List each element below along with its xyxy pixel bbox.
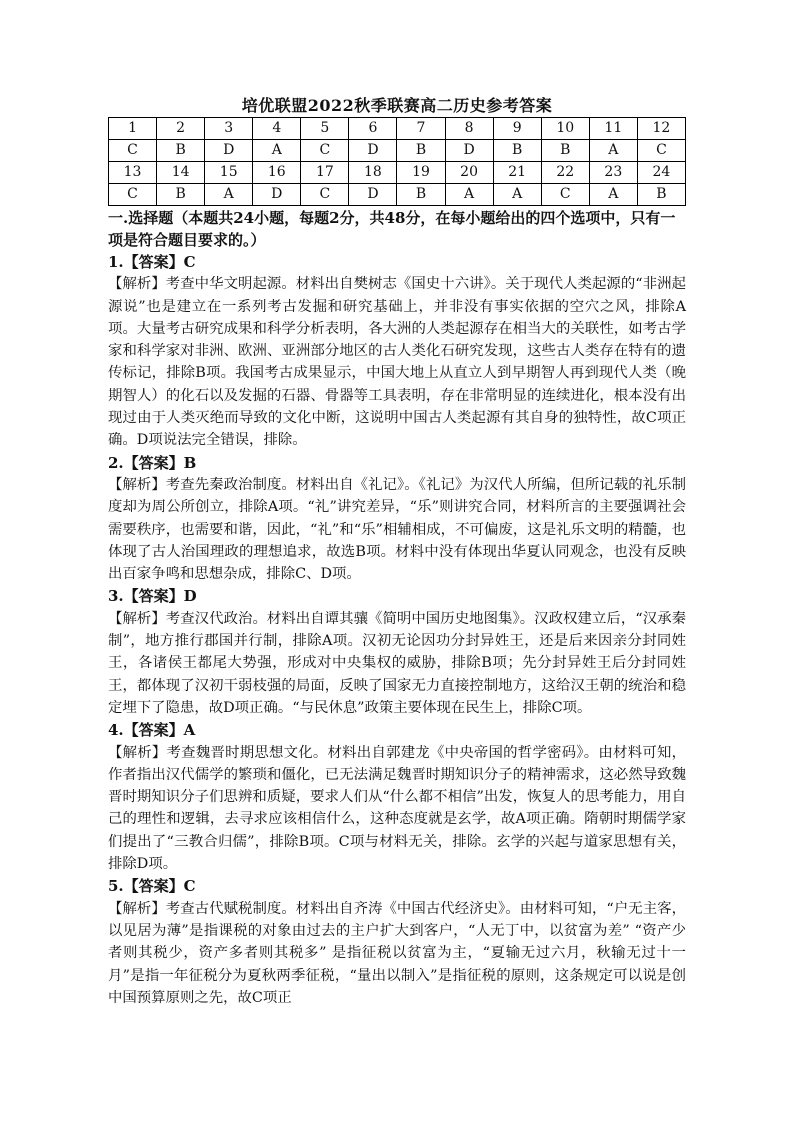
- question-number-cell: 22: [541, 162, 589, 184]
- question-number-cell: 4: [253, 118, 301, 140]
- answer-letter-cell: D: [445, 140, 493, 162]
- answer-letter-cell: D: [253, 184, 301, 206]
- question-number-cell: 1: [109, 118, 157, 140]
- question-number-cell: 24: [637, 162, 685, 184]
- answer-letter-cell: B: [493, 140, 541, 162]
- question-number-row: [109, 118, 686, 140]
- answer-letter-cell: C: [109, 140, 157, 162]
- question-number-cell: 16: [253, 162, 301, 184]
- answer-letter-row: [109, 140, 686, 162]
- question-number-cell: 11: [589, 118, 637, 140]
- question-number-row: [109, 162, 686, 184]
- question-number-cell: 9: [493, 118, 541, 140]
- answer-explanation: 【解析】考查古代赋税制度。材料出自齐涛《中国古代经济史》。由材料可知，“户无主客，以见居为薄”是指课税的对象由过去的主户扩大到客户，“人无丁中，以贫富为差” “资产少者则其税少，资产多者则其税多” 是指征税以贫富为主，“夏输无过六月，秋输无过十一月”是指一年征税分为夏秋两季征税，“量出以制入”是指征税的原则，这条规定可以说是创中国预算原则之先，故C项正: [108, 900, 686, 1006]
- answer-letter-cell: C: [301, 140, 349, 162]
- answer-letter-cell: A: [589, 140, 637, 162]
- answer-letter-cell: B: [157, 140, 205, 162]
- question-number-cell: 3: [205, 118, 253, 140]
- answer-heading: 2.【答案】B: [108, 453, 197, 472]
- answer-explanation: 【解析】考查中华文明起源。材料出自樊树志《国史十六讲》。关于现代人类起源的“非洲起源说”也是建立在一系列考古发掘和研究基础上，并非没有事实依据的空穴之风，排除A项。大量考古研究成果和科学分析表明，各大洲的人类起源存在相当大的关联性，如考古学家和科学家对非洲、欧洲、亚洲部分地区的古人类化石研究发现，这些古人类存在特有的遗传标记，排除B项。我国考古成果显示，中国大地上从直立人到早期智人再到现代人类（晚期智人）的化石以及发掘的石器、骨器等工具表明，存在非常明显的连续进化，根本没有出现过由于人类灭绝而导致的文化中断，这说明中国古人类起源有其自身的独特性，故C项正确。D项说法完全错误，排除。: [108, 276, 686, 449]
- question-number-cell: 10: [541, 118, 589, 140]
- question-number-cell: 19: [397, 162, 445, 184]
- question-number-cell: 13: [109, 162, 157, 184]
- answer-letter-cell: C: [109, 184, 157, 206]
- question-number-cell: 8: [445, 118, 493, 140]
- answer-heading: 1.【答案】C: [108, 253, 196, 271]
- answer-letter-cell: D: [205, 140, 253, 162]
- answer-letter-cell: B: [637, 184, 685, 206]
- question-number-cell: 20: [445, 162, 493, 184]
- section-heading: 一.选择题（本题共24小题，每题2分，共48分，在每小题给出的四个选项中，只有一项是符合题目要求的。）: [108, 209, 676, 249]
- question-number-cell: 5: [301, 118, 349, 140]
- document-title: 培优联盟2022秋季联赛高二历史参考答案: [241, 96, 553, 115]
- question-list: [108, 251, 686, 1009]
- question-number-cell: 21: [493, 162, 541, 184]
- answer-letter-cell: B: [157, 184, 205, 206]
- answer-letter-cell: A: [493, 184, 541, 206]
- question-number-cell: 14: [157, 162, 205, 184]
- answer-heading: 4.【答案】A: [108, 721, 196, 740]
- answer-letter-cell: B: [397, 184, 445, 206]
- question-number-cell: 17: [301, 162, 349, 184]
- question-number-cell: 2: [157, 118, 205, 140]
- answer-explanation: 【解析】考查汉代政治。材料出自谭其骧《简明中国历史地图集》。汉政权建立后，“汉承秦制”，地方推行郡国并行制，排除A项。汉初无论因功分封异姓王，还是后来因亲分封同姓王，各诸侯王都尾大势强，形成对中央集权的威胁，排除B项；先分封异姓王后分封同姓王，都体现了汉初干弱枝强的局面，反映了国家无力直接控制地方，这给汉王朝的统治和稳定埋下了隐患，故D项正确。“与民休息”政策主要体现在民生上，排除C项。: [108, 610, 686, 716]
- question-number-cell: 18: [349, 162, 397, 184]
- question-number-cell: 23: [589, 162, 637, 184]
- answer-heading: 5.【答案】C: [108, 877, 196, 896]
- question-number-cell: 7: [397, 118, 445, 140]
- question-number-cell: 15: [205, 162, 253, 184]
- answer-letter-cell: C: [301, 184, 349, 206]
- answer-table: [108, 117, 686, 206]
- answer-letter-cell: A: [205, 184, 253, 206]
- question-number-cell: 6: [349, 118, 397, 140]
- answer-explanation: 【解析】考查先秦政治制度。材料出自《礼记》。《礼记》为汉代人所编，但所记载的礼乐制度却为周公所创立，排除A项。“礼”讲究差异，“乐”则讲究合同，材料所言的主要强调社会需要秩序，也需要和谐，因此，“礼”和“乐”相辅相成，不可偏废，这是礼乐文明的精髓，也体现了古人治国理政的理想追求，故选B项。材料中没有体现出华夏认同观念，也没有反映出百家争鸣和思想杂成，排除C、D项。: [108, 476, 686, 583]
- answer-letter-cell: B: [541, 140, 589, 162]
- document-page: [108, 95, 686, 1009]
- question-number-cell: 12: [637, 118, 685, 140]
- answer-letter-cell: C: [541, 184, 589, 206]
- answer-letter-cell: D: [349, 140, 397, 162]
- answer-letter-row: [109, 184, 686, 206]
- answer-letter-cell: B: [397, 140, 445, 162]
- answer-letter-cell: A: [589, 184, 637, 206]
- answer-heading: 3.【答案】D: [108, 587, 197, 606]
- answer-letter-cell: C: [637, 140, 685, 162]
- answer-letter-cell: A: [253, 140, 301, 162]
- answer-letter-cell: A: [445, 184, 493, 206]
- answer-explanation: 【解析】考查魏晋时期思想文化。材料出自郭建龙《中央帝国的哲学密码》。由材料可知，作者指出汉代儒学的繁琐和僵化，已无法满足魏晋时期知识分子的精神需求，这必然导致魏晋时期知识分子们思辨和质疑，要求人们从“什么都不相信”出发，恢复人的思考能力，用自己的理性和逻辑，去寻求应该相信什么，这种态度就是玄学，故A项正确。隋朝时期儒学家们提出了“三教合归儒”，排除B项。C项与材料无关，排除。玄学的兴起与道家思想有关，排除D项。: [108, 744, 686, 873]
- answer-letter-cell: D: [349, 184, 397, 206]
